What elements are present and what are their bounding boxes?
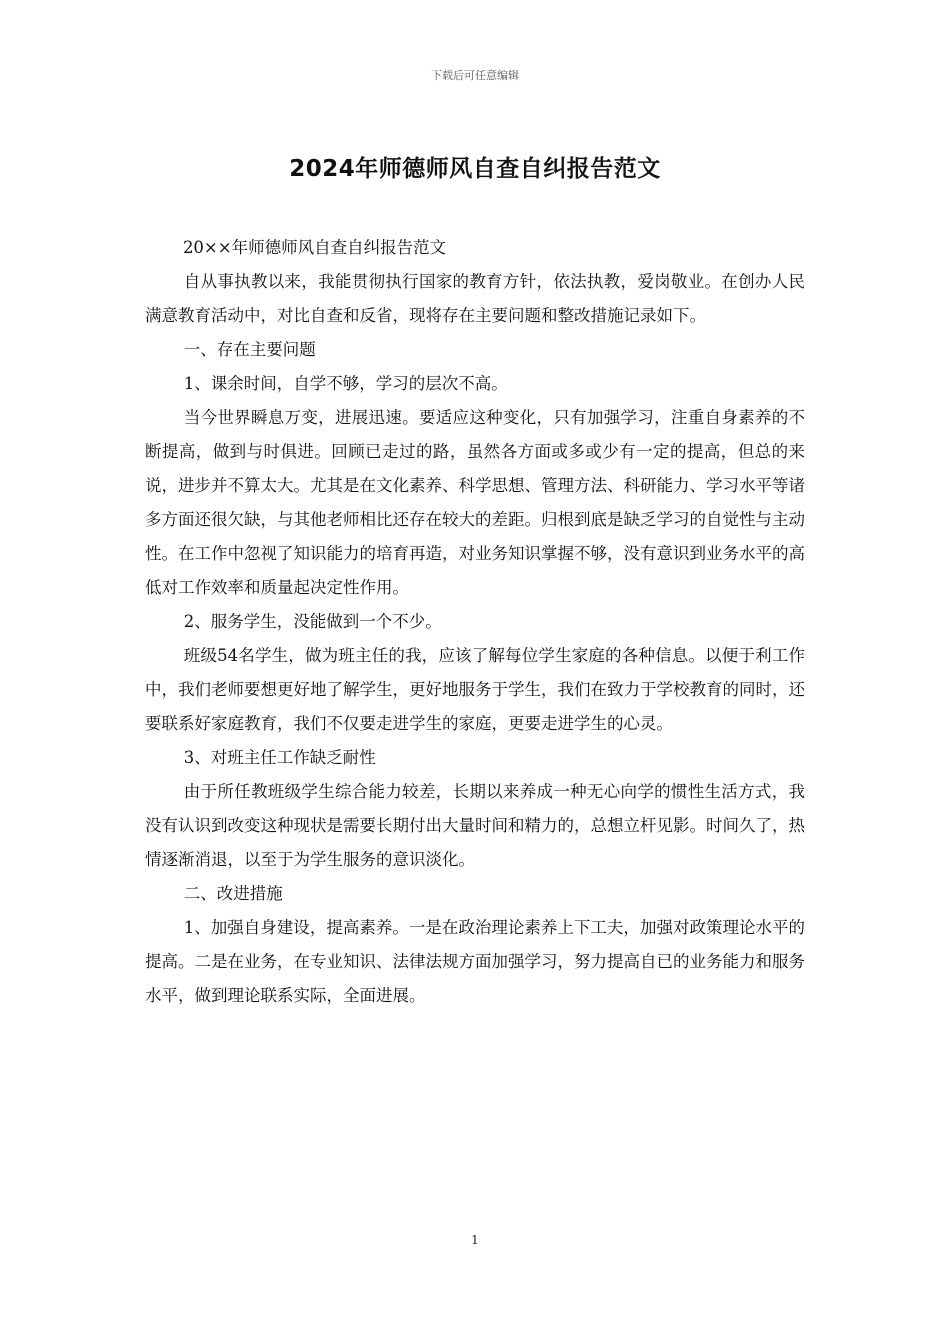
problem-3-heading: 3、对班主任工作缺乏耐性 <box>183 748 376 767</box>
page-header-note: 下载后可任意编辑 <box>431 69 519 82</box>
problem-1-heading: 1、课余时间，自学不够，学习的层次不高。 <box>183 374 508 393</box>
measure-1-paragraph: 1、加强自身建设，提高素养。一是在政治理论素养上下工夫，加强对政策理论水平的提高。二是在业务，在专业知识、法律法规方面加强学习，努力提高自已的业务能力和服务水平，做到理论联系实际，全面进展。 <box>145 918 805 1005</box>
section-heading-measures: 二、改进措施 <box>183 884 283 903</box>
intro-paragraph: 自从事执教以来，我能贯彻执行国家的教育方针，依法执教，爱岗敬业。在创办人民满意教育活动中，对比自查和反省，现将存在主要问题和整改措施记录如下。 <box>145 272 805 325</box>
document-subtitle: 20××年师德师风自查自纠报告范文 <box>182 238 447 257</box>
problem-1-paragraph: 当今世界瞬息万变，进展迅速。要适应这种变化，只有加强学习，注重自身素养的不断提高，做到与时俱进。回顾已走过的路，虽然各方面或多或少有一定的提高，但总的来说，进步并不算太大。尤其是在文化素养、科学思想、管理方法、科研能力、学习水平等诸多方面还很欠缺，与其他老师相比还存在较大的差距。归根到底是缺乏学习的自觉性与主动性。在工作中忽视了知识能力的培育再造，对业务知识掌握不够，没有意识到业务水平的高低对工作效率和质量起决定性作用。 <box>145 408 805 597</box>
problem-3-paragraph: 由于所任教班级学生综合能力较差，长期以来养成一种无心向学的惯性生活方式，我没有认识到改变这种现状是需要长期付出大量时间和精力的，总想立杆见影。时间久了，热情逐渐消退，以至于为学生服务的意识淡化。 <box>145 782 805 869</box>
section-heading-problems: 一、存在主要问题 <box>183 340 316 359</box>
page-number: 1 <box>471 1233 479 1247</box>
document-body <box>145 231 805 1013</box>
document-title: 2024年师德师风自查自纠报告范文 <box>289 156 661 182</box>
problem-2-heading: 2、服务学生，没能做到一个不少。 <box>183 612 442 631</box>
problem-2-paragraph: 班级54名学生，做为班主任的我，应该了解每位学生家庭的各种信息。以便于利工作中，我们老师要想更好地了解学生，更好地服务于学生，我们在致力于学校教育的同时，还要联系好家庭教育，我们不仅要走进学生的家庭，更要走进学生的心灵。 <box>145 646 805 733</box>
